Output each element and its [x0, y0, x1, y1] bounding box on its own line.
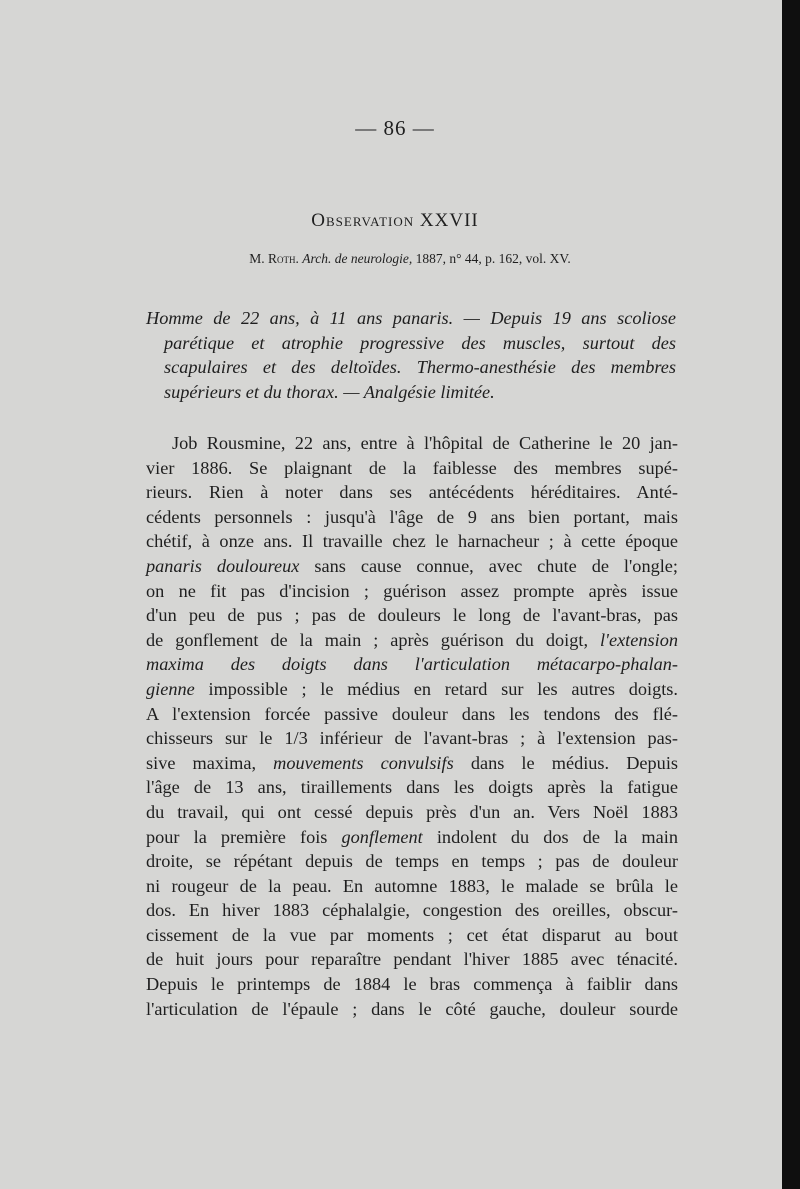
body-line: [146, 431, 678, 456]
text-run: indolent du dos de la main: [422, 826, 678, 847]
reference-author: M. Roth.: [249, 251, 299, 266]
text-run: impossible ; le médius en retard sur les autres doigts.: [194, 678, 678, 699]
summary-line: Homme de 22 ans, à 11 ans panaris. — Depuis 19 ans scoliose: [146, 308, 676, 328]
observation-title: Observation XXVII: [311, 210, 479, 231]
body-line: [146, 603, 678, 628]
summary-line: parétique et atrophie progressive des muscles, surtout des: [164, 332, 676, 353]
italic-run: l'extension: [599, 629, 678, 650]
body-line: [146, 652, 678, 677]
body-line: [146, 775, 678, 800]
body-line: [146, 628, 678, 653]
italic-run: mouvements convulsifs: [273, 752, 454, 773]
text-run: pour la première fois: [146, 826, 342, 847]
italic-run: panaris douloureux: [146, 555, 300, 576]
text-run: sans cause connue, avec chute de l'ongle;: [299, 555, 678, 576]
text-run: cédents personnels : jusqu'à l'âge de 9 ans bien portant, mais: [146, 506, 678, 527]
body-line: [146, 702, 678, 727]
case-body-text: [146, 431, 678, 1021]
body-line: [146, 529, 678, 554]
text-run: droite, se répétant depuis de temps en temps ; pas de douleur: [146, 851, 678, 872]
body-line: [146, 554, 678, 579]
body-line: [146, 677, 678, 702]
body-line: [146, 579, 678, 604]
summary-line: supérieurs et du thorax. — Analgésie limitée.: [164, 381, 495, 402]
body-line: [146, 751, 678, 776]
text-run: d'un peu de pus ; pas de douleurs le long de l'avant-bras, pas: [146, 605, 678, 626]
case-summary: [146, 306, 676, 404]
text-run: Depuis le printemps de 1884 le bras commença à faiblir dans: [146, 974, 678, 995]
body-line: [146, 825, 678, 850]
body-line: [146, 972, 678, 997]
text-run: chétif, à onze ans. Il travaille chez le harnacheur ; à cette époque: [146, 531, 678, 552]
body-line: [146, 997, 678, 1022]
text-run: dans le médius. Depuis: [453, 752, 679, 773]
bibliographic-reference: [0, 251, 800, 267]
summary-line: scapulaires et des deltoïdes. Thermo-anesthésie des membres: [164, 357, 676, 378]
text-run: ni rougeur de la peau. En automne 1883, le malade se brûla le: [146, 875, 678, 896]
text-run: de gonflement de la main ; après guérison du doigt,: [146, 629, 600, 650]
scan-edge: [782, 0, 800, 1189]
text-run: sive maxima,: [146, 752, 274, 773]
body-line: [146, 456, 678, 481]
text-run: chisseurs sur le 1/3 inférieur de l'avant-bras ; à l'extension pas-: [146, 728, 678, 749]
reference-details: 1887, n° 44, p. 162, vol. XV.: [415, 251, 571, 266]
text-run: rieurs. Rien à noter dans ses antécédents héréditaires. Anté-: [146, 482, 678, 503]
body-line: [146, 800, 678, 825]
text-run: l'articulation de l'épaule ; dans le côté gauche, douleur sourde: [146, 998, 678, 1019]
text-run: cissement de la vue par moments ; cet état disparut au bout: [146, 924, 678, 945]
body-line: [146, 923, 678, 948]
body-line: [146, 480, 678, 505]
text-run: on ne fit pas d'incision ; guérison assez prompte après issue: [146, 580, 678, 601]
body-line: [146, 874, 678, 899]
text-run: Job Rousmine, 22 ans, entre à l'hôpital de Catherine le 20 jan-: [172, 433, 678, 453]
text-run: du travail, qui ont cessé depuis près d'un an. Vers Noël 1883: [146, 801, 678, 822]
italic-run: gienne: [146, 678, 195, 699]
reference-journal: Arch. de neurologie,: [302, 251, 413, 266]
text-run: l'âge de 13 ans, tiraillements dans les doigts après la fatigue: [146, 777, 678, 798]
text-run: A l'extension forcée passive douleur dans les tendons des flé-: [146, 703, 678, 724]
text-run: vier 1886. Se plaignant de la faiblesse des membres supé-: [146, 457, 678, 478]
body-line: [146, 898, 678, 923]
body-line: [146, 505, 678, 530]
italic-run: gonflement: [341, 826, 423, 847]
text-run: dos. En hiver 1883 céphalalgie, congestion des oreilles, obscur-: [146, 900, 678, 921]
italic-run: maxima des doigts dans l'articulation métacarpo-phalan-: [146, 654, 678, 675]
body-line: [146, 947, 678, 972]
text-run: de huit jours pour reparaître pendant l'hiver 1885 avec ténacité.: [146, 949, 678, 970]
body-line: [146, 726, 678, 751]
body-line: [146, 849, 678, 874]
page-number: — 86 —: [355, 116, 435, 140]
